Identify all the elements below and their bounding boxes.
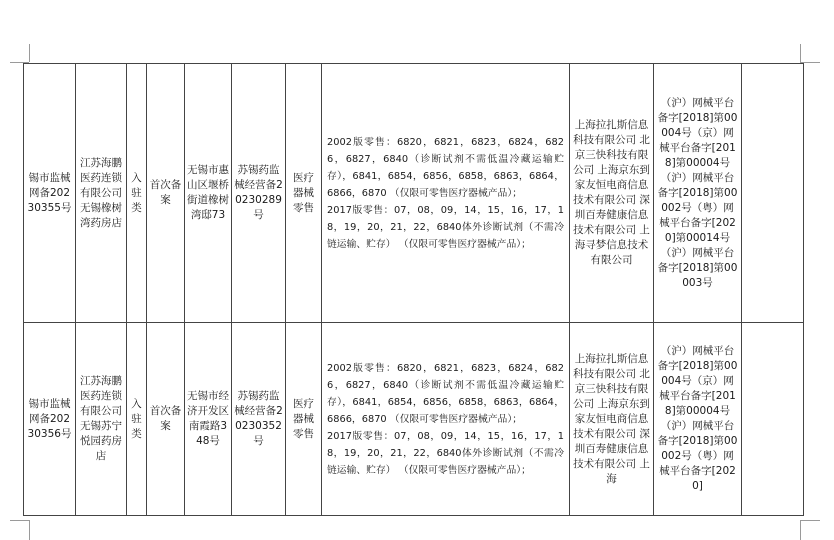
type-cell: 入驻类 [127, 64, 147, 323]
crop-mark-top-left-v [29, 44, 30, 62]
crop-mark-top-right-v [800, 44, 801, 62]
crop-mark-bottom-left-v [29, 520, 30, 540]
platform-record-cell: （沪）网械平台备字[2018]第00004号（京）网械平台备字[2018]第00004号（沪）网械平台备字[2018]第00002号（粤）网械平台备字[2020] [654, 323, 742, 516]
company-cell: 江苏海鹏医药连锁有限公司无锡橡树湾药房店 [76, 64, 127, 323]
scope-2002-text: 2002版零售：6820，6821，6823，6824，6826，6827，6840（诊断试剂不需低温冷藏运输贮存），6841，6854，6856，6858，6863，6864，6866，6870 （仅限可零售医疗器械产品）； [327, 136, 564, 199]
license-cell: 苏锡药监械经营备20230352号 [232, 323, 286, 516]
platform-cell: 上海拉扎斯信息科技有限公司 北京三快科技有限公司 上海京东到家友恒电商信息技术有限公司 深圳百寿健康信息技术有限公司 上海 [570, 323, 654, 516]
scope-2017-text: 2017版零售：07，08，09，14，15，16，17，18，19，20，21，22，6840体外诊断试剂（不需冷链运输、贮存） （仅限可零售医疗器械产品）； [327, 430, 564, 476]
filing-cell: 首次备案 [147, 323, 185, 516]
address-cell: 无锡市惠山区堰桥街道橡树湾邸73 [185, 64, 232, 323]
crop-mark-bottom-right-v [800, 520, 801, 540]
license-cell: 苏锡药监械经营备20230289号 [232, 64, 286, 323]
record-number-cell: 锡市监械网备20230355号 [24, 64, 76, 323]
platform-cell: 上海拉扎斯信息科技有限公司 北京三快科技有限公司 上海京东到家友恒电商信息技术有限公司 深圳百寿健康信息技术有限公司 上海寻梦信息技术有限公司 [570, 64, 654, 323]
address-cell: 无锡市经济开发区南霞路348号 [185, 323, 232, 516]
category-cell: 医疗器械零售 [286, 64, 322, 323]
company-cell: 江苏海鹏医药连锁有限公司无锡苏宁悦园药房店 [76, 323, 127, 516]
scope-2017-text: 2017版零售：07，08，09，14，15，16，17，18，19，20，21，22，6840体外诊断试剂（不需冷链运输、贮存） （仅限可零售医疗器械产品）； [327, 204, 564, 250]
filing-cell: 首次备案 [147, 64, 185, 323]
remark-cell [742, 323, 804, 516]
table-row [24, 323, 804, 516]
record-number-cell: 锡市监械网备20230356号 [24, 323, 76, 516]
filing-table [23, 63, 804, 516]
scope-2002-text: 2002版零售：6820，6821，6823，6824，6826，6827，6840（诊断试剂不需低温冷藏运输贮存），6841，6854，6856，6858，6863，6864，6866，6870 （仅限可零售医疗器械产品）； [327, 362, 564, 425]
business-scope-cell [322, 323, 570, 516]
business-scope-cell [322, 64, 570, 323]
category-cell: 医疗器械零售 [286, 323, 322, 516]
remark-cell [742, 64, 804, 323]
crop-mark-bottom-left-h [10, 520, 29, 521]
platform-record-cell: （沪）网械平台备字[2018]第00004号（京）网械平台备字[2018]第00004号（沪）网械平台备字[2018]第00002号（粤）网械平台备字[2020]第00014号（沪）网械平台备字[2018]第00003号 [654, 64, 742, 323]
crop-mark-bottom-right-h [800, 520, 820, 521]
type-cell: 入驻类 [127, 323, 147, 516]
table-row [24, 64, 804, 323]
